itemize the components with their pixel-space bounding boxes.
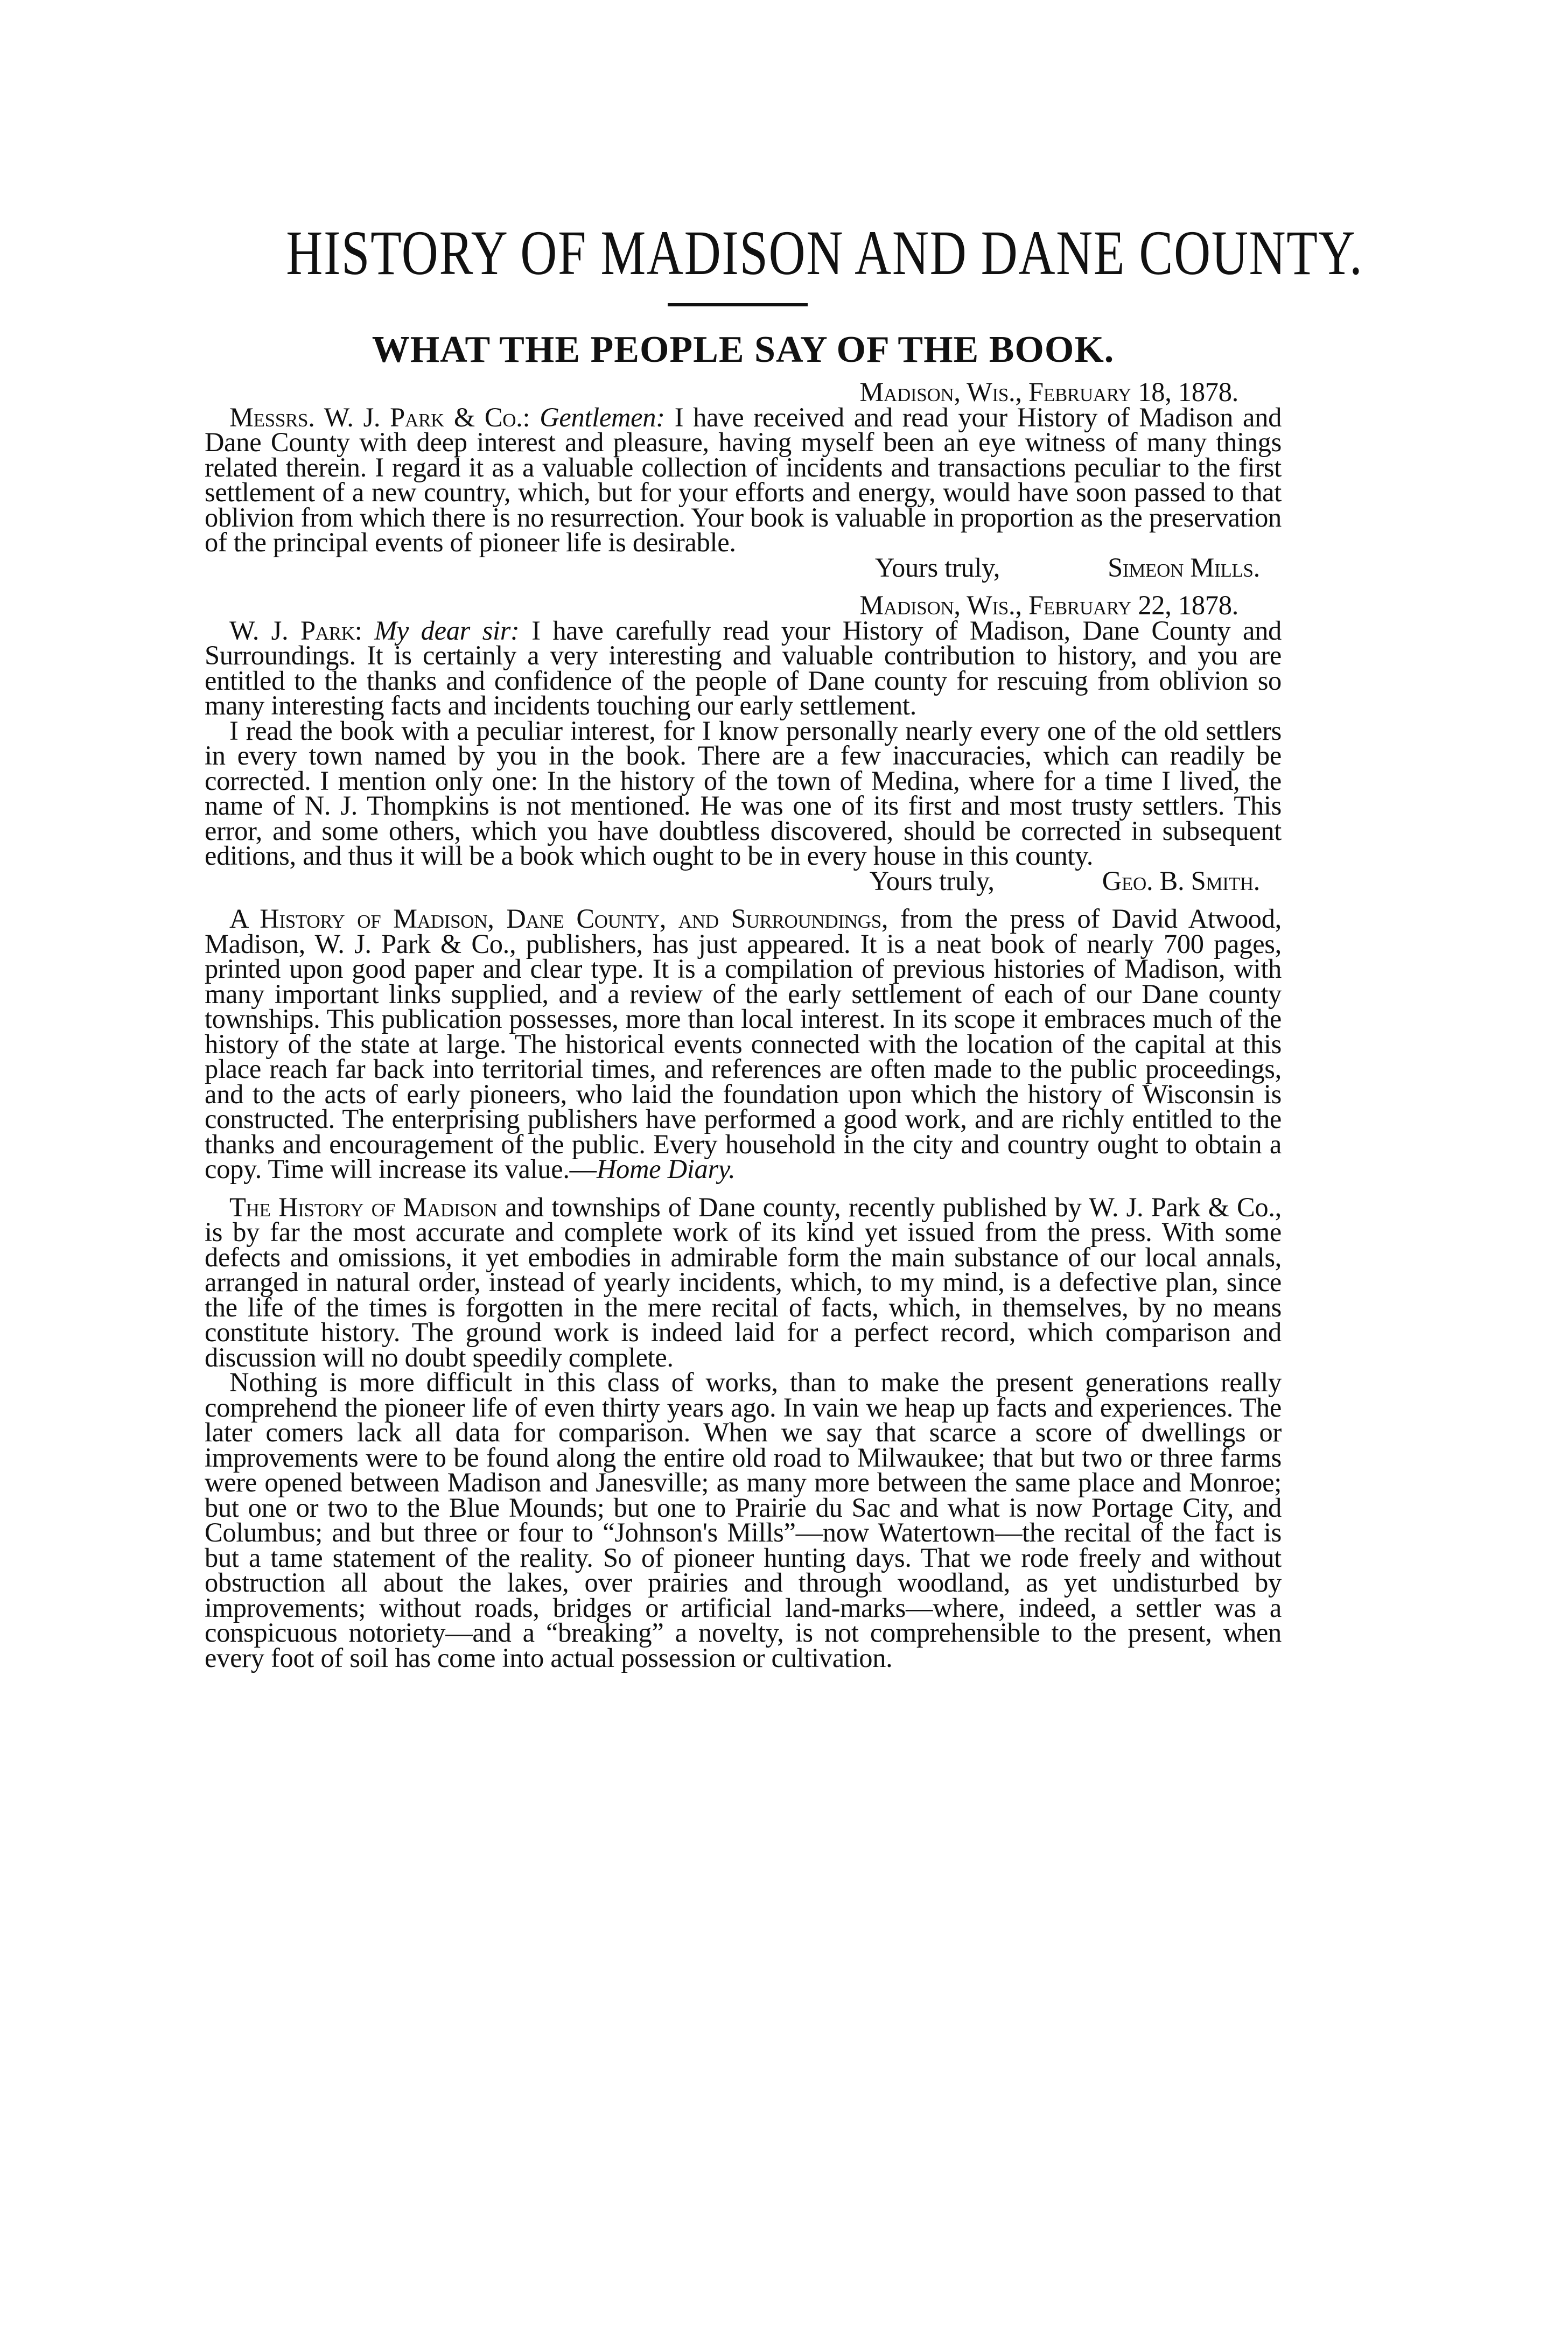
letter-signature: Simeon Mills.	[1108, 552, 1260, 583]
letter-smith	[205, 590, 1282, 896]
letter-signoff	[205, 552, 1282, 583]
article-body	[205, 377, 1282, 1673]
letter-closing: Yours truly,	[869, 865, 995, 896]
review-home-diary	[205, 903, 1282, 1184]
review-lead: The History of Madison	[229, 1192, 498, 1222]
letter-greeting: Gentlemen:	[540, 402, 665, 432]
letter-body: I have carefully read your History of Madison, Dane County and Surroundings. It is certainly a very interesting and valuable contribution to history, and you are entitled to the thanks and confidence of the people of Dane county for rescuing from oblivion so many interesting facts and incidents touching our early settlement.	[205, 615, 1282, 720]
review-source: Home Diary.	[596, 1154, 736, 1184]
review-body-paragraph: Nothing is more difficult in this class of works, than to make the present generations really comprehend the pioneer life of even thirty years ago. In vain we heap up facts and experiences. The later comers lack all data for comparison. When we say that scarce a score of dwellings or improvements were to be found along the entire old road to Milwaukee; that but two or three farms were opened between Madison and Janesville; as many more between the same place and Monroe; but one or two to the Blue Mounds; but one to Prairie du Sac and what is now Portage City, and Columbus; and but three or four to “Johnson's Mills”—now Watertown—the recital of the fact is but a tame statement of the reality. So of pioneer hunting days. That we rode freely and without obstruction all about the lakes, over prairies and through woodland, as yet undisturbed by improvements; without roads, bridges or artificial land-marks—where, indeed, a settler was a conspicuous notoriety—and a “breaking” a novelty, is not comprehensible to the present, when every foot of soil has come into actual possession or cultivation.	[205, 1367, 1282, 1673]
section-heading: WHAT THE PEOPLE SAY OF THE BOOK.	[372, 329, 1115, 370]
letter-mills	[205, 377, 1282, 583]
letter-text	[205, 615, 1282, 720]
letter-dateline: Madison, Wis., February 22, 1878.	[859, 590, 1238, 620]
letter-addressee: Messrs. W. J. Park & Co.:	[229, 402, 530, 432]
review-body: from the press of David Atwood, Madison, W. J. Park & Co., publishers, has just appeared. It is a neat book of nearly 700 pages, printed upon good paper and clear type. It is a compilation of previous histories of Madison, with many important links supplied, and a review of the early settlement of each of our Dane county townships. This publication possesses, more than local interest. In its scope it embraces much of the history of the state at large. The historical events connected with the location of the capital at this place reach far back into territorial times, and references are often made to the public proceedings, and to the acts of early pioneers, who laid the foundation upon which the history of Wisconsin is constructed. The enterprising publishers have performed a good work, and are richly entitled to the thanks and encouragement of the public. Every household in the city and country ought to obtain a copy. Time will increase its value.—	[205, 903, 1282, 1184]
letter-addressee: W. J. Park:	[229, 615, 362, 646]
review-body: and townships of Dane county, recently published by W. J. Park & Co., is by far the most accurate and complete work of its kind yet issued from the press. With some defects and omissions, it yet embodies in admirable form the main substance of our local annals, arranged in natural order, instead of yearly incidents, which, to my mind, is a defective plan, since the life of the times is forgotten in the mere recital of facts, which, in themselves, by no means constitute history. The ground work is indeed laid for a perfect record, which comparison and discussion will no doubt speedily complete.	[205, 1192, 1282, 1372]
letter-body-paragraph: I read the book with a peculiar interest, for I know personally nearly every one of the old settlers in every town named by you in the book. There are a few inaccuracies, which can readily be corrected. I mention only one: In the history of the town of Medina, where for a time I lived, the name of N. J. Thompkins is not mentioned. He was one of its first and most trusty settlers. This error, and some others, which you have doubtless discovered, should be corrected in subsequent editions, and thus it will be a book which ought to be in every house in this county.	[205, 715, 1282, 871]
review-townships	[205, 1192, 1282, 1372]
review-lead: A History of Madison, Dane County, and Surroundings,	[229, 903, 888, 934]
letter-greeting: My dear sir:	[374, 615, 520, 646]
letter-body: I have received and read your History of Madison and Dane County with deep interest and pleasure, having myself been an eye witness of many things related therein. I regard it as a valuable collection of incidents and transactions peculiar to the first settlement of a new country, which, but for your efforts and energy, would have soon passed to that oblivion from which there is no resurrection. Your book is valuable in proportion as the preservation of the principal events of pioneer life is desirable.	[205, 402, 1282, 557]
letter-signoff	[205, 865, 1282, 896]
letter-text	[205, 402, 1282, 557]
letter-dateline: Madison, Wis., February 18, 1878.	[859, 377, 1238, 407]
letter-closing: Yours truly,	[874, 552, 1000, 583]
title-rule	[668, 303, 808, 306]
letter-signature: Geo. B. Smith.	[1102, 865, 1260, 896]
page-title: HISTORY OF MADISON AND DANE COUNTY.	[286, 218, 1363, 288]
